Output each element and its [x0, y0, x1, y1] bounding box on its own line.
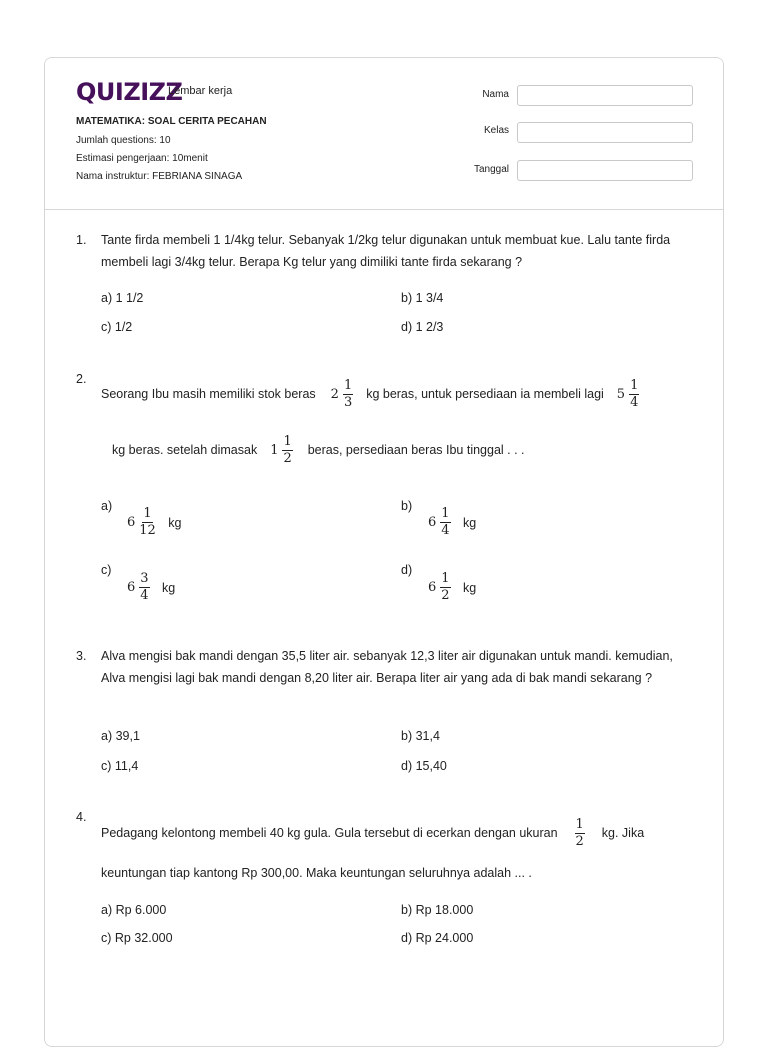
option-d-label[interactable]: d) — [401, 563, 413, 577]
worksheet-title: MATEMATIKA: SOAL CERITA PECAHAN — [76, 116, 267, 127]
question-text: Tante firda membeli 1 1/4kg telur. Sebanyak 1/2kg telur digunakan untuk membuat kue. Lalu tante firda membeli lagi 3/4kg telur. Berapa Kg telur yang dimiliki tante firda sekarang ? — [101, 233, 671, 269]
option-c[interactable]: c) Rp 32.000 — [101, 931, 173, 945]
option-b[interactable]: b) 1 3/4 — [401, 291, 444, 305]
name-field[interactable] — [517, 85, 693, 106]
fraction: $\frac{1}{4}$ — [630, 378, 639, 410]
question-text: Seorang Ibu masih memiliki stok beras 2 $\frac{1}{3}$ kg beras, untuk persediaan ia membeli lagi 5 $\frac{1}{4}$ — [101, 378, 639, 410]
option-c[interactable]: c) 1/2 — [101, 320, 133, 334]
time-estimate: Estimasi pengerjaan: 10menit — [76, 153, 208, 164]
question-text-2: kg beras. setelah dimasak 1 $\frac{1}{2}$ beras, persediaan beras Ibu tinggal . . . — [112, 434, 525, 466]
option-a[interactable]: a) Rp 6.000 — [101, 903, 167, 917]
question-number: 3. — [76, 649, 87, 663]
option-a[interactable]: 6 $\frac{1}{12}$ kg — [127, 506, 182, 538]
fraction: $\frac{1}{3}$ — [343, 378, 353, 410]
question-text: Pedagang kelontong membeli 40 kg gula. Gula tersebut di ecerkan dengan ukuran $\frac{1}{2}$ kg. Jika — [101, 817, 645, 849]
option-b[interactable]: 6 $\frac{1}{4}$ kg — [428, 506, 477, 538]
instructor-name: Nama instruktur: FEBRIANA SINAGA — [76, 171, 243, 182]
worksheet-header — [45, 58, 723, 210]
option-a[interactable]: a) 39,1 — [101, 729, 140, 743]
option-d[interactable]: d) 1 2/3 — [401, 320, 444, 334]
fraction: $\frac{1}{2}$ — [575, 817, 584, 849]
question-number: 4. — [76, 810, 87, 824]
option-c[interactable]: 6 $\frac{3}{4}$ kg — [127, 571, 176, 603]
worksheet-label: Lembar kerja — [168, 85, 233, 97]
option-c[interactable]: c) 11,4 — [101, 759, 139, 773]
question-number: 1. — [76, 233, 87, 247]
option-a-label[interactable]: a) — [101, 499, 113, 513]
worksheet — [44, 57, 724, 1047]
date-label: Tanggal — [473, 164, 509, 175]
name-label: Nama — [482, 89, 509, 100]
option-c-label[interactable]: c) — [101, 563, 112, 577]
question-text: Alva mengisi bak mandi dengan 35,5 liter air. sebanyak 12,3 liter air digunakan untuk mandi. kemudian, Alva mengisi lagi bak mandi dengan 8,20 liter air. Berapa liter air yang ada di bak mandi sekarang ? — [101, 649, 673, 685]
option-d[interactable]: d) 15,40 — [401, 759, 447, 773]
question-number: 2. — [76, 372, 87, 386]
option-a[interactable]: a) 1 1/2 — [101, 291, 144, 305]
class-field[interactable] — [517, 122, 693, 143]
date-field[interactable] — [517, 160, 693, 181]
option-b-label[interactable]: b) — [401, 499, 413, 513]
option-b[interactable]: b) Rp 18.000 — [401, 903, 474, 917]
question-count: Jumlah questions: 10 — [76, 135, 171, 146]
option-d[interactable]: d) Rp 24.000 — [401, 931, 474, 945]
question-text-2: keuntungan tiap kantong Rp 300,00. Maka keuntungan seluruhnya adalah ... . — [101, 866, 532, 880]
option-d[interactable]: 6 $\frac{1}{2}$ kg — [428, 571, 477, 603]
quizizz-logo: QUIZIZZ — [76, 78, 183, 106]
option-b[interactable]: b) 31,4 — [401, 729, 440, 743]
class-label: Kelas — [483, 125, 509, 136]
fraction: $\frac{1}{2}$ — [283, 434, 292, 466]
